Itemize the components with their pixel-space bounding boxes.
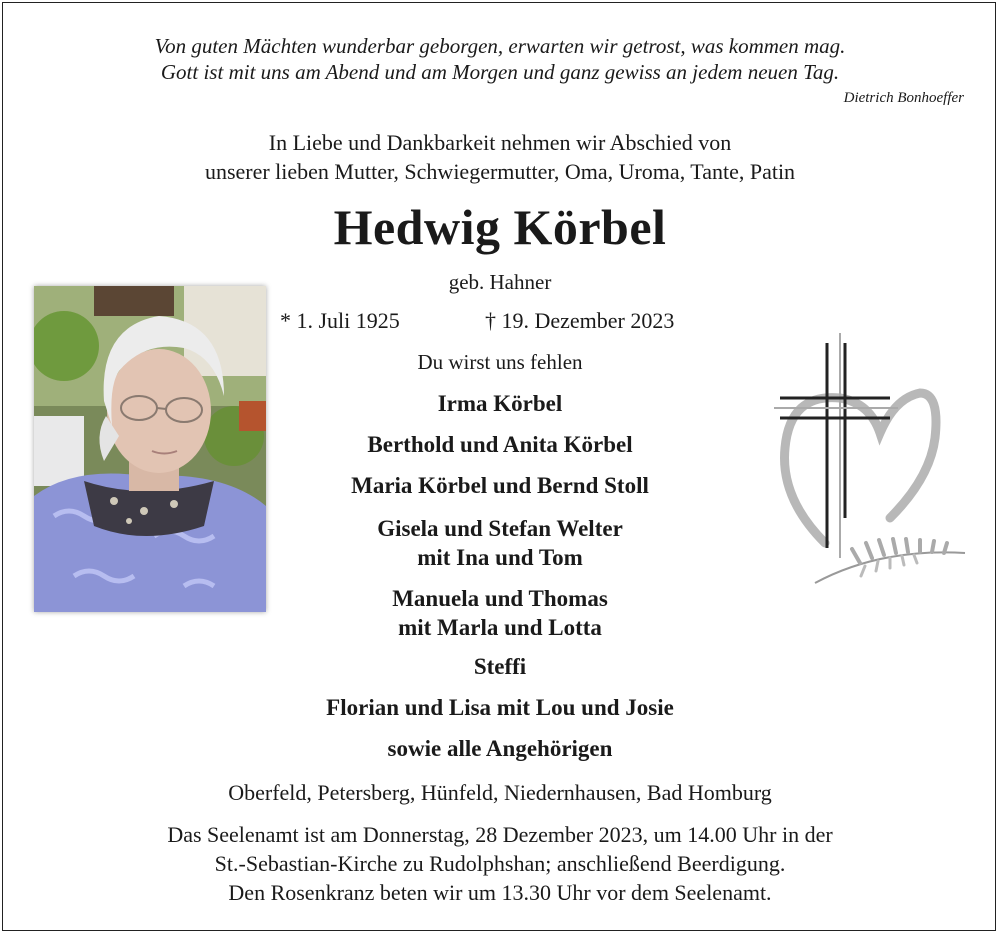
family-member-line: Gisela und Stefan Welter (377, 516, 623, 541)
intro-text (0, 128, 1000, 186)
family-member: Florian und Lisa mit Lou und Josie (326, 695, 674, 720)
family-member: Steffi (473, 654, 527, 679)
family-member: Berthold und Anita Körbel (367, 432, 633, 457)
deceased-name: Hedwig Körbel (333, 199, 667, 255)
service-line-3: Den Rosenkranz beten wir um 13.30 Uhr vor dem Seelenamt. (228, 880, 772, 905)
quote-line-2: Gott ist mit uns am Abend und am Morgen und ganz gewiss an jedem neuen Tag. (160, 60, 840, 84)
family-member: sowie alle Angehörigen (387, 736, 613, 761)
service-info (0, 820, 1000, 907)
family-member-line: Manuela und Thomas (392, 586, 608, 611)
family-member-line: mit Ina und Tom (417, 545, 583, 570)
family-member: Irma Körbel (437, 391, 563, 416)
quote-author: Dietrich Bonhoeffer (843, 90, 964, 106)
intro-line-1: In Liebe und Dankbarkeit nehmen wir Abschied von (268, 130, 732, 155)
family-member-line: mit Marla und Lotta (398, 615, 602, 640)
quote-line-1: Von guten Mächten wunderbar geborgen, erwarten wir getrost, was kommen mag. (154, 34, 846, 58)
farewell-text: Du wirst uns fehlen (417, 350, 583, 374)
quote (0, 33, 1000, 85)
heart-icon (785, 393, 937, 543)
service-line-1: Das Seelenamt ist am Donnerstag, 28 Dezember 2023, um 14.00 Uhr in der (167, 822, 833, 847)
birth-date: * 1. Juli 1925 (280, 308, 400, 333)
palm-branch-icon (815, 539, 965, 583)
service-line-2: St.-Sebastian-Kirche zu Rudolphshan; anschließend Beerdigung. (214, 851, 786, 876)
family-member: Maria Körbel und Bernd Stoll (351, 473, 649, 498)
death-date: † 19. Dezember 2023 (485, 308, 675, 333)
maiden-name: geb. Hahner (448, 270, 552, 294)
portrait-photo (34, 286, 266, 612)
cross-heart-emblem (770, 318, 970, 603)
places: Oberfeld, Petersberg, Hünfeld, Niedernhausen, Bad Homburg (228, 780, 772, 805)
cross-icon (774, 333, 898, 558)
intro-line-2: unserer lieben Mutter, Schwiegermutter, Oma, Uroma, Tante, Patin (204, 159, 796, 184)
